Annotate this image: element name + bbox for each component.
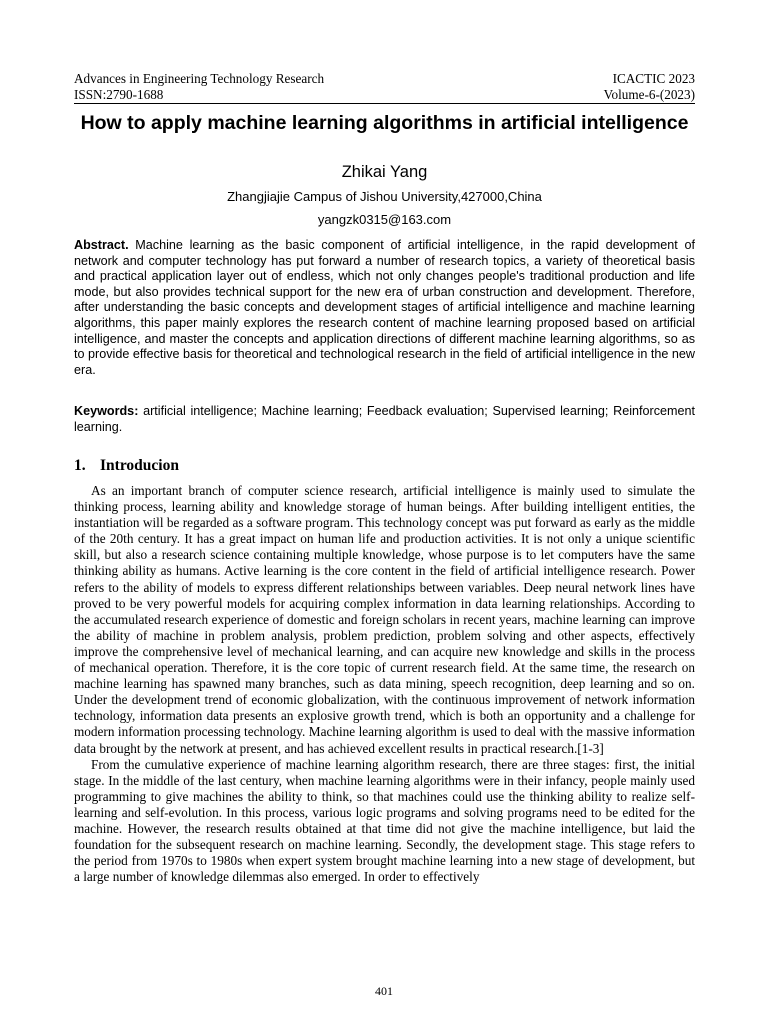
section-heading	[74, 456, 179, 476]
paragraph: As an important branch of computer science research, artificial intelligence is mainly used to simulate the thinking process, learning ability and knowledge storage of human beings. After building intelligent entities, the instantiation will be regarded as a software program. This technology concept was put forward as early as the middle of the 20th century. It has a great impact on human life and production activities. It is not only a unique scientific skill, but also a research science containing multiple knowledge, whose purpose is to let computers have the same thinking ability as humans. Active learning is the core content in the field of artificial intelligence research. Power refers to the ability of models to express different relationships between variables. Deep neural network lines have proved to be very powerful models for acquiring complex information in data learning relationships. According to the accumulated research experience of domestic and foreign scholars in recent years, machine learning can improve the ability of machine in problem analysis, problem prediction, problem solving and other aspects, effectively improve the comprehensive level of mechanical learning, and can acquire new knowledge and skills in the process of mechanical operation. Therefore, it is the core topic of current research field. At the same time, the research on machine learning has spawned many branches, such as data mining, speech recognition, deep learning and so on. Under the development trend of economic globalization, with the continuous improvement of network information technology, information data presents an explosive growth trend, which is both an opportunity and a challenge for modern information processing technology. Machine learning algorithm is used to deal with the massive information data brought by the network at present, and has achieved excellent results in practical research.[1-3]	[74, 483, 695, 756]
abstract-text: Machine learning as the basic component of artificial intelligence, in the rapid development of network and computer technology has put forward a number of research topics, a variety of theoretical basis and practical application layer out of endless, which not only changes people's traditional production and life mode, but also provides technical support for the new era of urban construction and development. Therefore, after understanding the basic concepts and development stages of artificial intelligence and machine learning algorithms, this paper mainly explores the research content of machine learning proposed based on artificial intelligence, and master the concepts and application directions of different machine learning algorithms, so as to provide effective basis for theoretical and technological research in the field of artificial intelligence in the new era.	[74, 238, 695, 377]
paper-title: How to apply machine learning algorithms in artificial intelligence	[80, 112, 689, 134]
keywords	[74, 404, 695, 435]
author-email: yangzk0315@163.com	[317, 212, 452, 227]
journal-name: Advances in Engineering Technology Research	[74, 71, 325, 86]
page-number: 401	[375, 984, 393, 998]
running-header-line-2	[74, 87, 695, 104]
paragraph: From the cumulative experience of machine learning algorithm research, there are three stages: first, the initial stage. In the middle of the last century, when machine learning algorithms were in their infancy, people mainly used programming to give machines the ability to think, so that machines could use the thinking ability to realize self-learning and self-evolution. In this process, various logic programs and solving programs need to be edited for the machine. However, the research results obtained at that time did not give the machine intelligence, but laid the foundation for the subsequent research on machine learning. Secondly, the development stage. This stage refers to the period from 1970s to 1980s when expert system brought machine learning into a new stage of development, but a large number of knowledge dilemmas also emerged. In order to effectively	[74, 756, 695, 885]
body-text	[74, 483, 695, 885]
conference-name: ICACTIC 2023	[612, 71, 695, 86]
keywords-label: Keywords:	[74, 404, 139, 418]
section-number: 1.	[74, 457, 86, 474]
section-title: Introducion	[100, 457, 179, 474]
abstract-label: Abstract.	[74, 238, 129, 252]
running-header-line-1	[74, 71, 695, 86]
author-name: Zhikai Yang	[341, 163, 428, 181]
author-affiliation: Zhangjiajie Campus of Jishou University,427000,China	[227, 189, 542, 204]
issn: ISSN:2790-1688	[74, 87, 164, 102]
keywords-text: artificial intelligence; Machine learning; Feedback evaluation; Supervised learning; Reinforcement learning.	[74, 404, 696, 434]
abstract	[74, 238, 695, 378]
volume: Volume-6-(2023)	[603, 87, 695, 102]
